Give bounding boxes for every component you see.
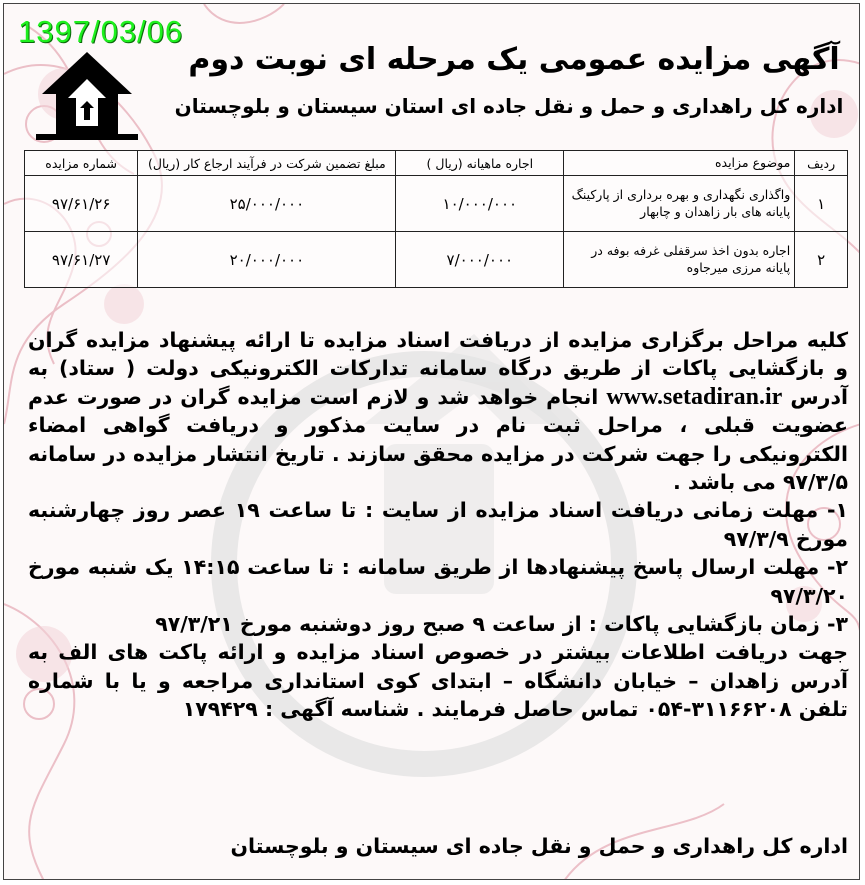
date-stamp: 1397/03/06	[18, 14, 184, 49]
header-auction-number: شماره مزایده	[25, 151, 138, 176]
contact-paragraph: جهت دریافت اطلاعات بیشتر در خصوص اسناد مزایده و ارائه پاکت های الف به آدرس زاهدان – خیابان دانشگاه – ابتدای کوی استانداری مراجعه و یا با شماره تلفن ۳۱۱۶۶۲۰۸-۰۵۴ تماس حاصل فرمایند . شناسه آگهی : ۱۷۹۴۲۹	[28, 640, 848, 722]
road-transport-logo-icon	[34, 46, 140, 142]
cell-monthly-rent: ۱۰/۰۰۰/۰۰۰	[396, 176, 564, 232]
announcement-body	[28, 326, 848, 724]
cell-subject: واگذاری نگهداری و بهره برداری از پارکینگ پایانه های بار زاهدان و چابهار	[564, 176, 795, 232]
footer-signature: اداره کل راهداری و حمل و نقل جاده ای سیستان و بلوچستان	[230, 834, 848, 858]
intro-paragraph	[28, 326, 848, 496]
cell-row-number: ۲	[795, 232, 848, 288]
header-subject: موضوع مزایده	[564, 151, 795, 176]
advertisement-frame	[3, 3, 860, 880]
header-guarantee: مبلغ تضمین شرکت در فرآیند ارجاع کار (ریال)	[138, 151, 396, 176]
table-row	[25, 232, 848, 288]
cell-subject: اجاره بدون اخذ سرقفلی غرفه بوفه در پایانه مرزی میرجاوه	[564, 232, 795, 288]
deadline-item-documents: ۱- مهلت زمانی دریافت اسناد مزایده از سایت : تا ساعت ۱۹ عصر روز چهارشنبه مورخ ۹۷/۳/۹	[28, 498, 848, 551]
auction-table	[24, 150, 848, 288]
cell-guarantee: ۲۰/۰۰۰/۰۰۰	[138, 232, 396, 288]
cell-monthly-rent: ۷/۰۰۰/۰۰۰	[396, 232, 564, 288]
deadline-item-submission: ۲- مهلت ارسال پاسخ پیشنهادها از طریق سامانه : تا ساعت ۱۴:۱۵ یک شنبه مورخ ۹۷/۳/۲۰	[28, 555, 848, 608]
deadline-item-opening: ۳- زمان بازگشایی پاکات : از ساعت ۹ صبح روز دوشنبه مورخ ۹۷/۳/۲۱	[155, 612, 848, 637]
page-subtitle: اداره کل راهداری و حمل و نقل جاده ای استان سیستان و بلوچستان	[174, 94, 844, 118]
cell-auction-number: ۹۷/۶۱/۲۷	[25, 232, 138, 288]
header-row-number: ردیف	[795, 151, 848, 176]
header-monthly-rent: اجاره ماهیانه (ریال )	[396, 151, 564, 176]
cell-auction-number: ۹۷/۶۱/۲۶	[25, 176, 138, 232]
page-title: آگهی مزایده عمومی یک مرحله ای نوبت دوم	[188, 42, 840, 77]
setad-website-link[interactable]: www.setadiran.ir	[606, 383, 783, 410]
table-header-row	[25, 151, 848, 176]
cell-row-number: ۱	[795, 176, 848, 232]
table-row	[25, 176, 848, 232]
cell-guarantee: ۲۵/۰۰۰/۰۰۰	[138, 176, 396, 232]
intro-text-before-url: کلیه مراحل برگزاری مزایده از دریافت اسناد مزایده تا ارائه پیشنهاد مزایده گران و بازگشایی پاکات از طریق درگاه سامانه تدارکات الکترونیکی دولت ( ستاد) به آدرس	[28, 328, 848, 409]
intro-text-after-url: انجام خواهد شد و لازم است مزایده گران در صورت عدم عضویت قبلی ، مراحل ثبت نام در سایت مذکور و دریافت گواهی امضاء الکترونیکی را جهت شرکت در مزایده محقق سازند . تاریخ انتشار مزایده در سامانه ۹۷/۳/۵ می باشد .	[28, 384, 848, 495]
